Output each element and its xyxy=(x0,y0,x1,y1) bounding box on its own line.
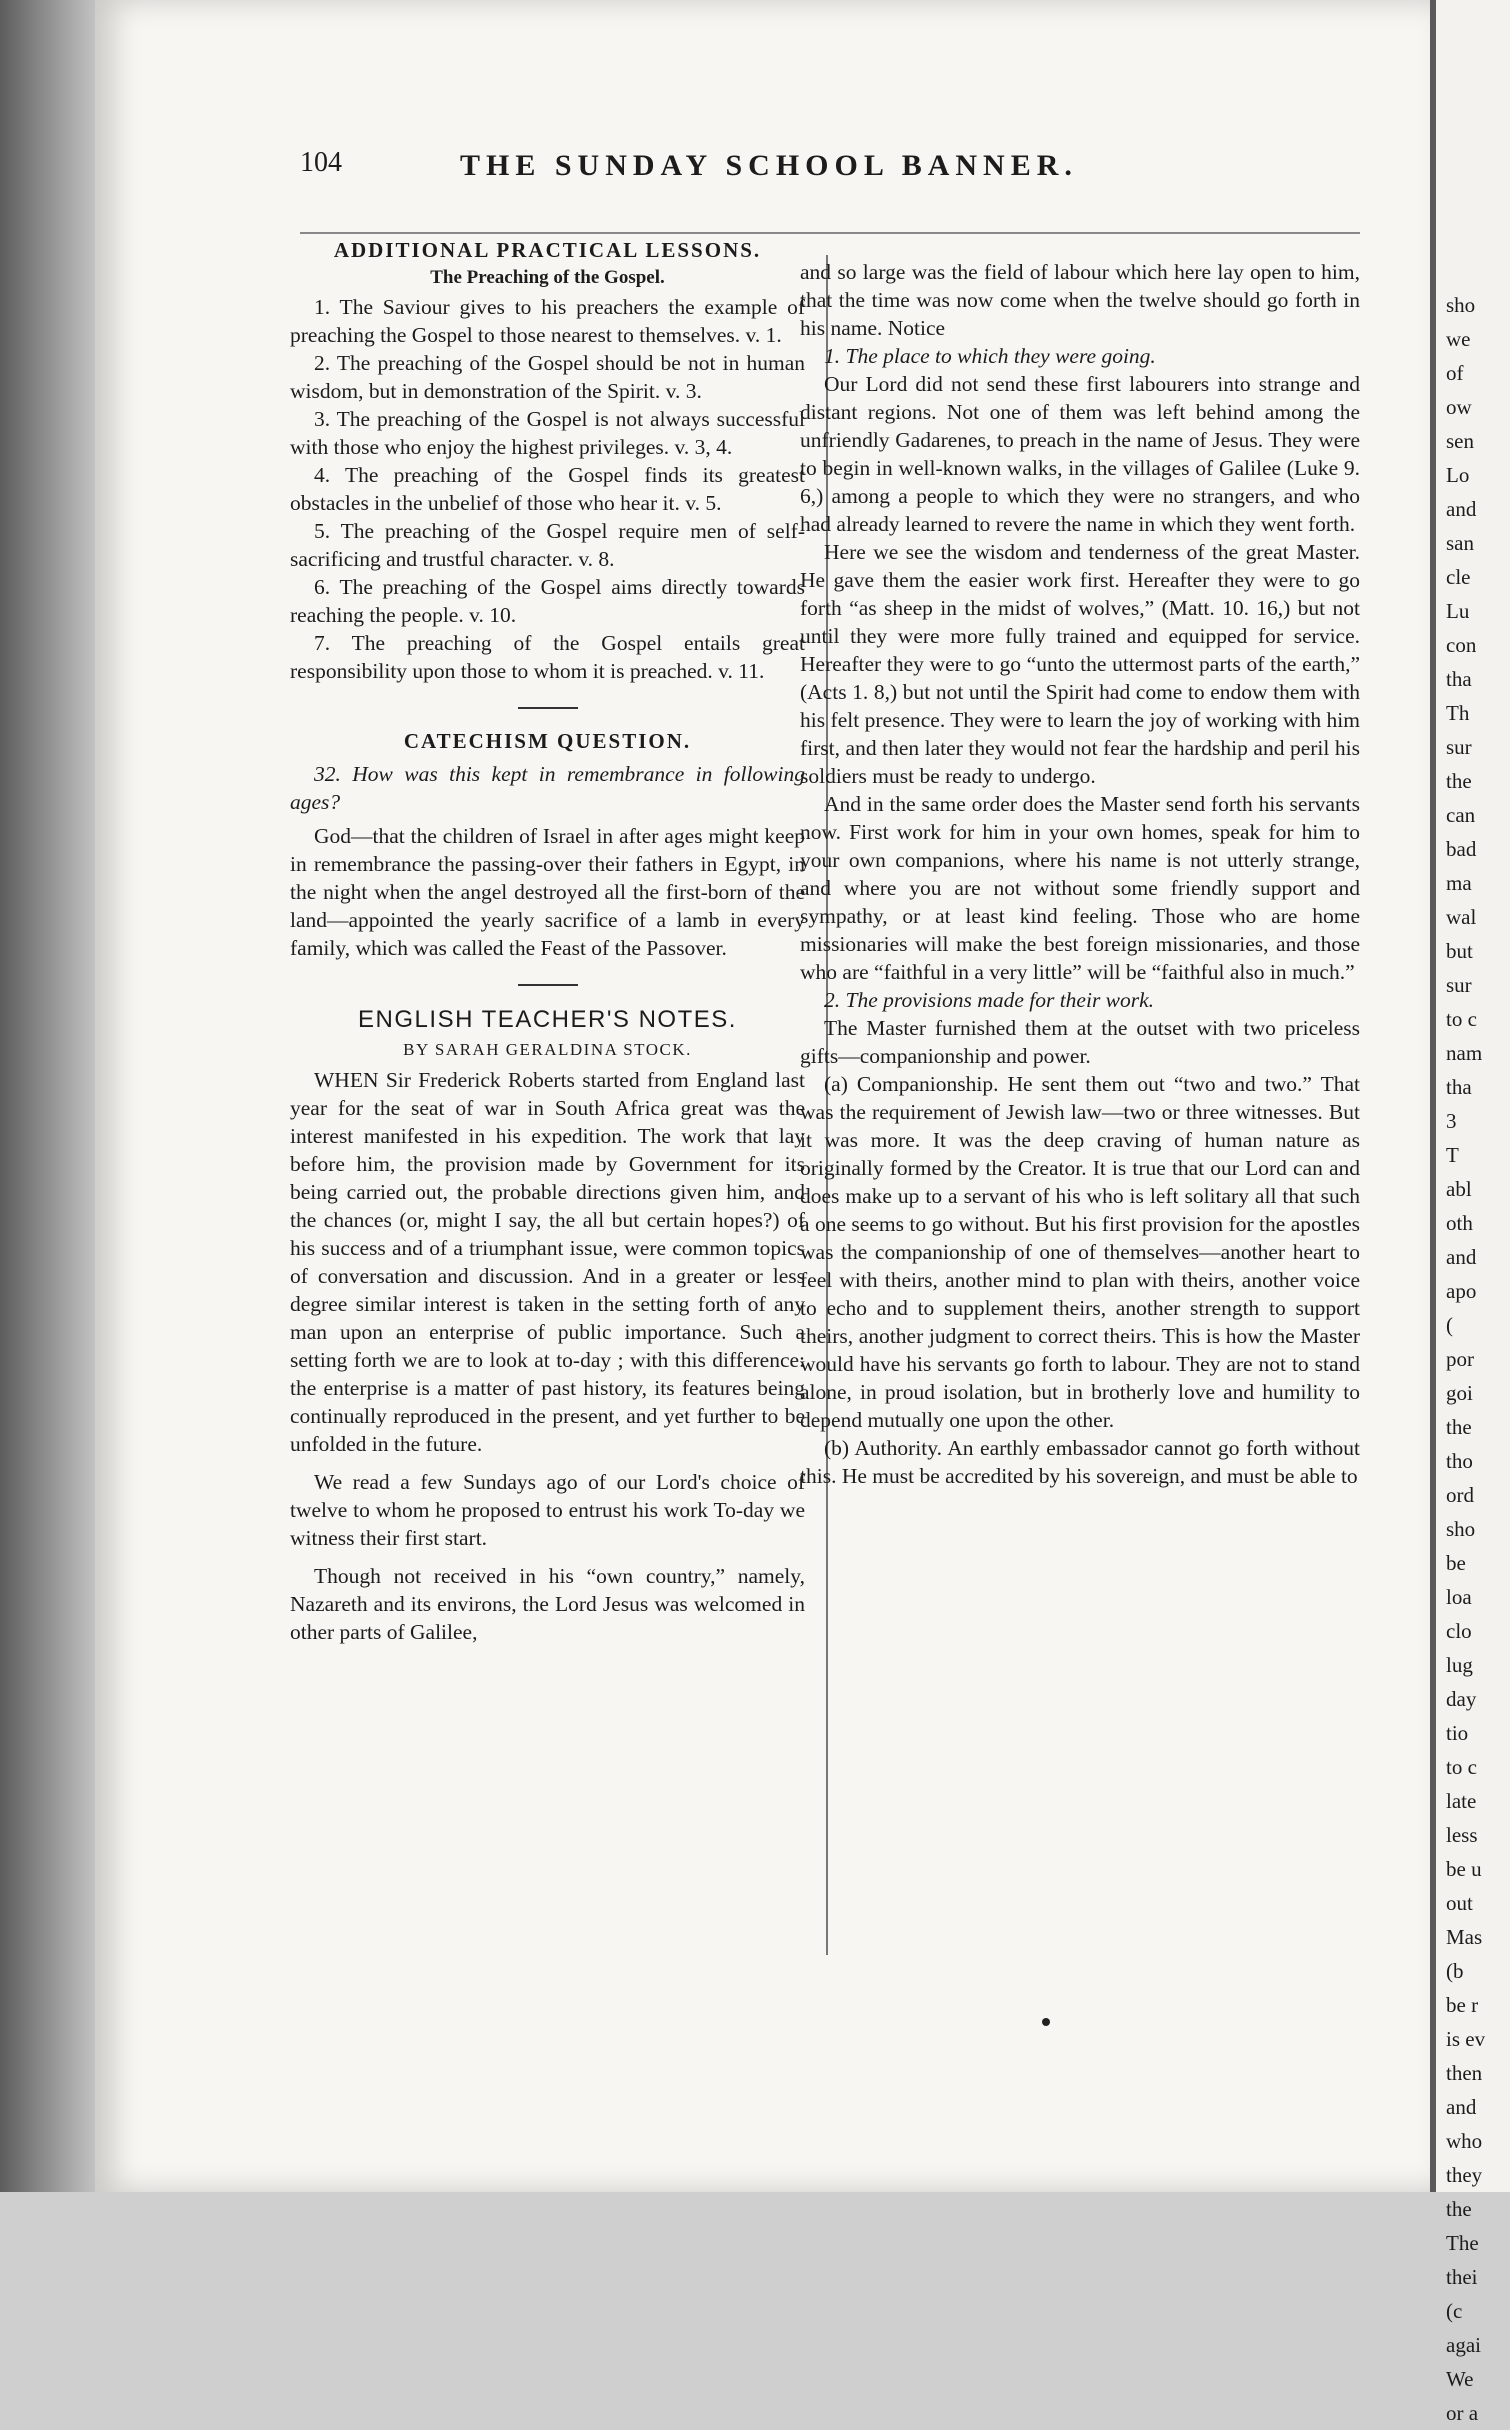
adjacent-page-fragment: tho xyxy=(1446,1449,1473,1473)
adjacent-page-fragment: sur xyxy=(1446,973,1472,997)
adjacent-page-fragment: but xyxy=(1446,939,1473,963)
adjacent-page-fragment: ma xyxy=(1446,871,1472,895)
point-one-title: 1. The place to which they were going. xyxy=(824,344,1156,368)
adjacent-page-fragment: and xyxy=(1446,2095,1477,2119)
adjacent-page-fragment: sho xyxy=(1446,1517,1476,1541)
adjacent-page-fragment: day xyxy=(1446,1687,1477,1711)
body-paragraph: (a) Companionship. He sent them out “two and two.” That was the requirement of Jewish law—two or three witnesses. But it was more. It was the deep craving of human nature as originally formed by the Creator. It is true that our Lord can and does make up to a servant of his who is left solitary all that such a one seems to go without. But his first provision for the apostles was the companionship of one of themselves—another heart to feel with theirs, another mind to plan with theirs, another voice to echo and to supplement theirs, another strength to support theirs, another judgment to correct theirs. This is how the Master would have his servants go forth to labour. They are not to stand alone, in proud isolation, but in brotherly love and humility to depend mutually one upon the other. xyxy=(800,1072,1360,1432)
adjacent-page-fragment: can xyxy=(1446,803,1476,827)
body-paragraph: Our Lord did not send these first labourers into strange and distant regions. Not one of them was left behind among the unfriendly Gadarenes, to preach in the name of Jesus. They were to begin in well-known walks, in the villages of Galilee (Luke 9. 6,) among a people to which they were no strangers, and who had already learned to revere the name in which they went forth. xyxy=(800,372,1360,536)
adjacent-page-fragment: and xyxy=(1446,1245,1477,1269)
adjacent-page-fragment: goi xyxy=(1446,1381,1473,1405)
section-divider xyxy=(518,707,578,709)
adjacent-page-fragment: is ev xyxy=(1446,2027,1486,2051)
adjacent-page-fragment: apo xyxy=(1446,1279,1477,1303)
adjacent-page-edge xyxy=(1430,0,1510,2425)
adjacent-page-fragment: nam xyxy=(1446,1041,1483,1065)
adjacent-page-fragment: and xyxy=(1446,497,1477,521)
adjacent-page-fragment: lug xyxy=(1446,1653,1473,1677)
adjacent-page-fragment: who xyxy=(1446,2129,1483,2153)
adjacent-page-fragment: con xyxy=(1446,633,1477,657)
lesson-item: 4. The preaching of the Gospel finds its greatest obstacles in the unbelief of those who hear it. v. 5. xyxy=(290,463,805,515)
adjacent-page-fragment: be u xyxy=(1446,1857,1482,1881)
notes-paragraph: Though not received in his “own country,” namely, Nazareth and its environs, the Lord Jesus was welcomed in other parts of Galilee, xyxy=(290,1564,805,1644)
right-column xyxy=(800,258,1360,1490)
adjacent-page-fragment: agai xyxy=(1446,2333,1481,2357)
adjacent-page-fragment: to c xyxy=(1446,1755,1477,1779)
adjacent-page-fragment: por xyxy=(1446,1347,1474,1371)
lesson-item: 5. The preaching of the Gospel require men of self-sacrificing and trustful character. v. 8. xyxy=(290,519,805,571)
adjacent-page-fragment: We xyxy=(1446,2367,1474,2391)
adjacent-page-fragment: Lo xyxy=(1446,463,1470,487)
adjacent-page-fragment: bad xyxy=(1446,837,1477,861)
adjacent-page-fragment: tio xyxy=(1446,1721,1469,1745)
body-paragraph: Here we see the wisdom and tenderness of the great Master. He gave them the easier work first. Hereafter they were to go forth “as sheep in the midst of wolves,” (Matt. 10. 16,) but not until they were more fully trained and equipped for service. Hereafter they were to go “unto the uttermost parts of the earth,” (Acts 1. 8,) but not until the Spirit had come to endow them with his felt presence. They were to learn the joy of working with him first, and then later they would not fear the hardship and peril his soldiers must be ready to undergo. xyxy=(800,540,1360,788)
adjacent-page-fragment: cle xyxy=(1446,565,1471,589)
adjacent-page-fragment: abl xyxy=(1446,1177,1472,1201)
left-column xyxy=(290,230,805,1646)
notes-byline: BY SARAH GERALDINA STOCK. xyxy=(403,1040,692,1059)
adjacent-page-fragment: the xyxy=(1446,769,1472,793)
adjacent-page-fragment: Lu xyxy=(1446,599,1470,623)
catechism-question: 32. How was this kept in remembrance in following ages? xyxy=(290,762,805,814)
lessons-subheading: The Preaching of the Gospel. xyxy=(430,267,665,288)
adjacent-page-fragment: clo xyxy=(1446,1619,1472,1643)
adjacent-page-fragment: the xyxy=(1446,1415,1472,1439)
lesson-item: 7. The preaching of the Gospel entails great responsibility upon those to whom it is preached. v. 11. xyxy=(290,631,805,683)
body-paragraph: (b) Authority. An earthly embassador cannot go forth without this. He must be accredited by his sovereign, and must be able to xyxy=(800,1436,1360,1488)
lesson-item: 2. The preaching of the Gospel should be not in human wisdom, but in demonstration of the Spirit. v. 3. xyxy=(290,351,805,403)
adjacent-page-fragment: of xyxy=(1446,361,1464,385)
lessons-list xyxy=(290,293,805,685)
adjacent-page-fragment: be r xyxy=(1446,1993,1479,2017)
adjacent-page-fragment: then xyxy=(1446,2061,1483,2085)
adjacent-page-fragment: Th xyxy=(1446,701,1470,725)
adjacent-page-fragment: (c xyxy=(1446,2299,1463,2323)
notes-title: ENGLISH TEACHER'S NOTES. xyxy=(358,1006,737,1033)
adjacent-page-fragment: sho xyxy=(1446,293,1476,317)
adjacent-page-fragment: be xyxy=(1446,1551,1466,1575)
right-opening: and so large was the field of labour which here lay open to him, that the time was now come when the twelve should go forth in his name. Notice xyxy=(800,260,1360,340)
adjacent-page-fragment: ow xyxy=(1446,395,1472,419)
adjacent-page-fragment: T xyxy=(1446,1143,1459,1167)
page-header xyxy=(300,145,1200,215)
adjacent-page-fragment: thei xyxy=(1446,2265,1478,2289)
footer-mark xyxy=(1042,2018,1050,2026)
adjacent-page-fragment: out xyxy=(1446,1891,1473,1915)
adjacent-page-fragment: Mas xyxy=(1446,1925,1483,1949)
adjacent-page-fragment: (b xyxy=(1446,1959,1464,1983)
adjacent-page-fragment: 3 xyxy=(1446,1109,1457,1133)
adjacent-page-fragment: less xyxy=(1446,1823,1478,1847)
section-divider xyxy=(518,984,578,986)
adjacent-page-fragment: tha xyxy=(1446,1075,1472,1099)
body-paragraph: The Master furnished them at the outset with two priceless gifts—companionship and power. xyxy=(800,1016,1360,1068)
adjacent-page-fragment: wal xyxy=(1446,905,1477,929)
running-title: THE SUNDAY SCHOOL BANNER. xyxy=(460,149,1078,182)
adjacent-page-fragment: san xyxy=(1446,531,1474,555)
body-paragraph: And in the same order does the Master send forth his servants now. First work for him in your own homes, speak for him to your own companions, where his name is not utterly strange, and where you are not without some friendly support and sympathy, or at least kind feeling. Those who are home missionaries will make the best foreign missionaries, and those who are “faithful in a very little” will be “faithful also in much.” xyxy=(800,792,1360,984)
lesson-item: 3. The preaching of the Gospel is not always successful with those who enjoy the highest privileges. v. 3, 4. xyxy=(290,407,805,459)
adjacent-page-fragment: The xyxy=(1446,2231,1479,2255)
adjacent-page-fragment: ( xyxy=(1446,1313,1453,1337)
lessons-heading: ADDITIONAL PRACTICAL LESSONS. xyxy=(333,238,762,262)
adjacent-page-fragment: to c xyxy=(1446,1007,1477,1031)
adjacent-page-fragment: ord xyxy=(1446,1483,1474,1507)
adjacent-page-fragment: sen xyxy=(1446,429,1474,453)
adjacent-page-fragment: or a xyxy=(1446,2401,1479,2425)
lesson-item: 1. The Saviour gives to his preachers the example of preaching the Gospel to those nearest to themselves. v. 1. xyxy=(290,295,805,347)
adjacent-page-fragment: loa xyxy=(1446,1585,1472,1609)
adjacent-page-fragment: late xyxy=(1446,1789,1477,1813)
adjacent-page-text xyxy=(1436,288,1485,2430)
page-number: 104 xyxy=(300,147,342,178)
adjacent-page-fragment: the xyxy=(1446,2197,1472,2221)
adjacent-page-fragment: sur xyxy=(1446,735,1472,759)
adjacent-page-fragment: tha xyxy=(1446,667,1472,691)
point-two-title: 2. The provisions made for their work. xyxy=(824,988,1155,1012)
catechism-answer: God—that the children of Israel in after ages might keep in remembrance the passing-over their fathers in Egypt, in the night when the angel destroyed all the first-born of the land—appointed the yearly sacrifice of a lamb in every family, which was called the Feast of the Passover. xyxy=(290,824,805,960)
adjacent-page-fragment: oth xyxy=(1446,1211,1473,1235)
notes-paragraph: WHEN Sir Frederick Roberts started from England last year for the seat of war in South Africa great was the interest manifested in his expedition. The work that lay before him, the provision made by Government for its being carried out, the probable directions given him, and the chances (or, might I say, the all but certain hopes?) of his success and of a triumphant issue, were common topics of conversation and discussion. And in a greater or less degree similar interest is taken in the setting forth of any man upon an enterprise of public importance. Such a setting forth we are to look at to-day ; with this difference: the enterprise is a matter of past history, its features being continually reproduced in the present, and yet further to be unfolded in the future. xyxy=(290,1068,805,1456)
adjacent-page-fragment: we xyxy=(1446,327,1471,351)
catechism-heading: CATECHISM QUESTION. xyxy=(403,729,692,753)
notes-paragraph: We read a few Sundays ago of our Lord's choice of twelve to whom he proposed to entrust his work To-day we witness their first start. xyxy=(290,1470,805,1550)
adjacent-page-fragment: they xyxy=(1446,2163,1483,2187)
lesson-item: 6. The preaching of the Gospel aims directly towards reaching the people. v. 10. xyxy=(290,575,805,627)
